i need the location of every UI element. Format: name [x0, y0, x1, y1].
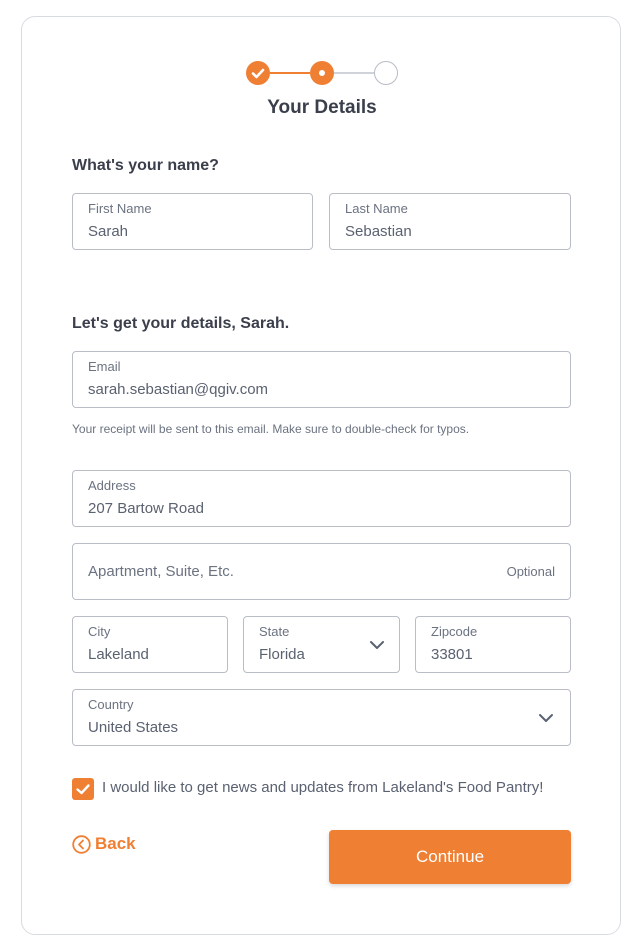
- address-value: 207 Bartow Road: [88, 500, 204, 517]
- email-field[interactable]: [72, 351, 571, 408]
- country-value: United States: [88, 719, 179, 736]
- email-label: Email: [88, 359, 121, 374]
- stepper-line-pending: [334, 72, 374, 74]
- chevron-left-circle-icon: [72, 835, 91, 854]
- page-title: Your Details: [267, 97, 377, 118]
- step-completed: [246, 61, 270, 85]
- first-name-label: First Name: [88, 201, 152, 216]
- zipcode-value: 33801: [431, 646, 473, 663]
- last-name-label: Last Name: [345, 201, 408, 216]
- city-field[interactable]: [72, 616, 228, 673]
- city-label: City: [88, 624, 111, 639]
- address2-field[interactable]: [72, 543, 571, 600]
- state-value: Florida: [259, 646, 305, 663]
- check-icon: [246, 61, 270, 85]
- chevron-down-icon: [369, 637, 385, 653]
- optional-label: Optional: [506, 564, 555, 579]
- back-label: Back: [95, 834, 136, 853]
- country-select[interactable]: [72, 689, 571, 746]
- check-icon: [72, 778, 94, 800]
- state-select[interactable]: [243, 616, 400, 673]
- newsletter-label[interactable]: I would like to get news and updates from Lakeland's Food Pantry!: [102, 779, 544, 796]
- zipcode-field[interactable]: [415, 616, 571, 673]
- email-hint: Your receipt will be sent to this email. Make sure to double-check for typos.: [72, 422, 470, 436]
- name-section-heading: What's your name?: [72, 157, 219, 174]
- first-name-field[interactable]: [72, 193, 313, 250]
- address-label: Address: [88, 478, 136, 493]
- chevron-down-icon: [538, 710, 554, 726]
- details-section-heading: Let's get your details, Sarah.: [72, 315, 290, 332]
- back-button[interactable]: [72, 833, 136, 855]
- first-name-value: Sarah: [88, 223, 129, 240]
- last-name-field[interactable]: [329, 193, 571, 250]
- zipcode-label: Zipcode: [431, 624, 478, 639]
- progress-stepper: [246, 61, 398, 85]
- newsletter-checkbox[interactable]: [72, 778, 94, 800]
- dot-icon: [310, 61, 334, 85]
- stepper-line-completed: [270, 72, 310, 74]
- city-value: Lakeland: [88, 646, 149, 663]
- step-upcoming: [374, 61, 398, 85]
- state-label: State: [259, 624, 290, 639]
- email-value: sarah.sebastian@qgiv.com: [88, 381, 269, 398]
- continue-button[interactable]: Continue: [329, 830, 571, 884]
- address-field[interactable]: [72, 470, 571, 527]
- step-current: [310, 61, 334, 85]
- last-name-value: Sebastian: [345, 223, 412, 240]
- details-form-card: [21, 16, 621, 935]
- country-label: Country: [88, 697, 134, 712]
- address2-placeholder: Apartment, Suite, Etc.: [88, 563, 234, 580]
